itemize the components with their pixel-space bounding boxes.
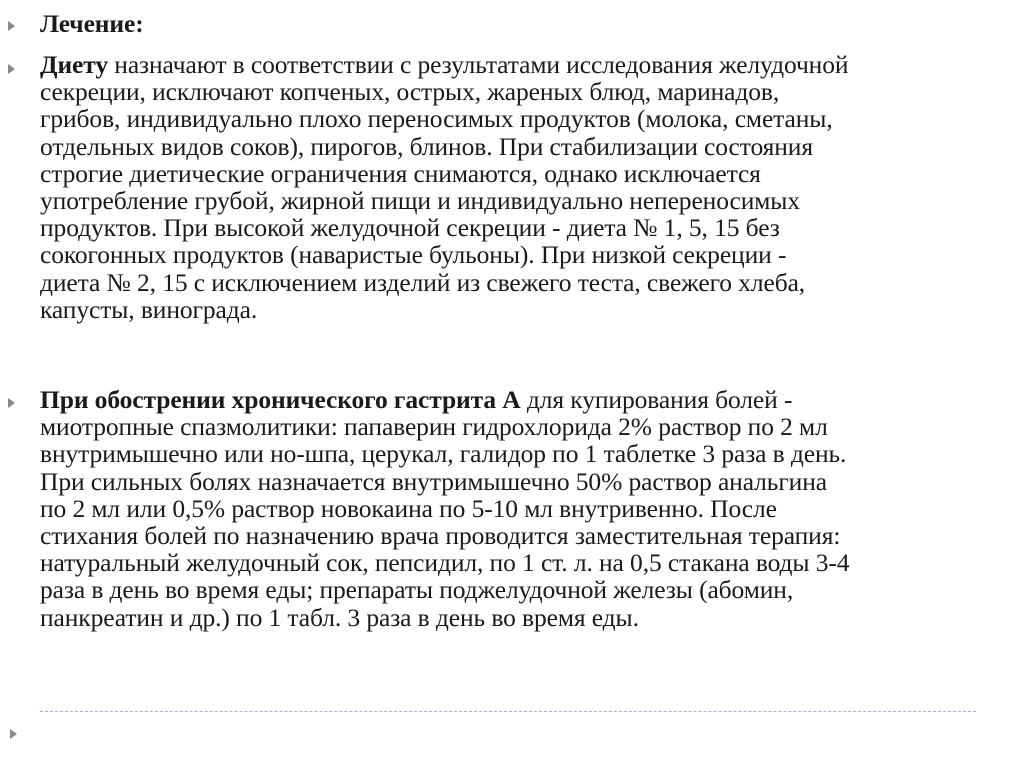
diet-lead: Диету: [40, 50, 108, 79]
text-line: по 2 мл или 0,5% раствор новокаина по 5-10 мл внутривенно. После: [40, 493, 777, 523]
text-line: При обострении хронического гастрита А для купирования болей -: [40, 385, 793, 414]
text-line: натуральный желудочный сок, пепсидил, по 1 ст. л. на 0,5 стакана воды 3-4: [40, 548, 850, 578]
text-line: диета № 2, 15 с исключением изделий из свежего теста, свежего хлеба,: [40, 267, 806, 297]
exacerbation-paragraph: [40, 386, 1000, 631]
text-line: грибов, индивидуально плохо переносимых продуктов (молока, сметаны,: [40, 104, 833, 134]
text-line: миотропные спазмолитики: папаверин гидрохлорида 2% раствор по 2 мл: [40, 412, 828, 442]
text-line: сокогонных продуктов (наваристые бульоны). При низкой секреции -: [40, 240, 787, 270]
heading-text: Лечение:: [40, 9, 144, 38]
text-line: При сильных болях назначается внутримышечно 50% раствор анальгина: [40, 466, 827, 496]
text-line: внутримышечно или но-шпа, церукал, галидор по 1 таблетке 3 раза в день.: [40, 439, 847, 469]
triangle-bullet-icon: [8, 64, 15, 74]
text-line: употребление грубой, жирной пищи и индивидуально непереносимых: [40, 186, 800, 216]
text-line: раза в день во время еды; препараты поджелудочной железы (абомин,: [40, 575, 794, 605]
text-line: отдельных видов соков), пирогов, блинов. При стабилизации состояния: [40, 131, 813, 161]
triangle-bullet-icon: [8, 21, 15, 31]
text-line: капусты, винограда.: [40, 294, 258, 324]
triangle-bullet-icon: [8, 398, 15, 408]
text-line: Диету назначают в соответствии с результатами исследования желудочной: [40, 50, 849, 79]
text-line: стихания болей по назначению врача проводится заместительная терапия:: [40, 521, 841, 551]
text-line: продуктов. При высокой желудочной секреции - диета № 1, 5, 15 без: [40, 213, 780, 243]
footer-divider: [40, 711, 976, 712]
text-line: панкреатин и др.) по 1 табл. 3 раза в день во время еды.: [40, 602, 639, 632]
triangle-bullet-icon: [10, 729, 17, 739]
text-line: секреции, исключают копченых, острых, жареных блюд, маринадов,: [40, 77, 780, 107]
exacerbation-lead: При обострении хронического гастрита А: [40, 385, 521, 414]
diet-paragraph: [40, 51, 1000, 323]
text-line: строгие диетические ограничения снимаются, однако исключается: [40, 158, 761, 188]
